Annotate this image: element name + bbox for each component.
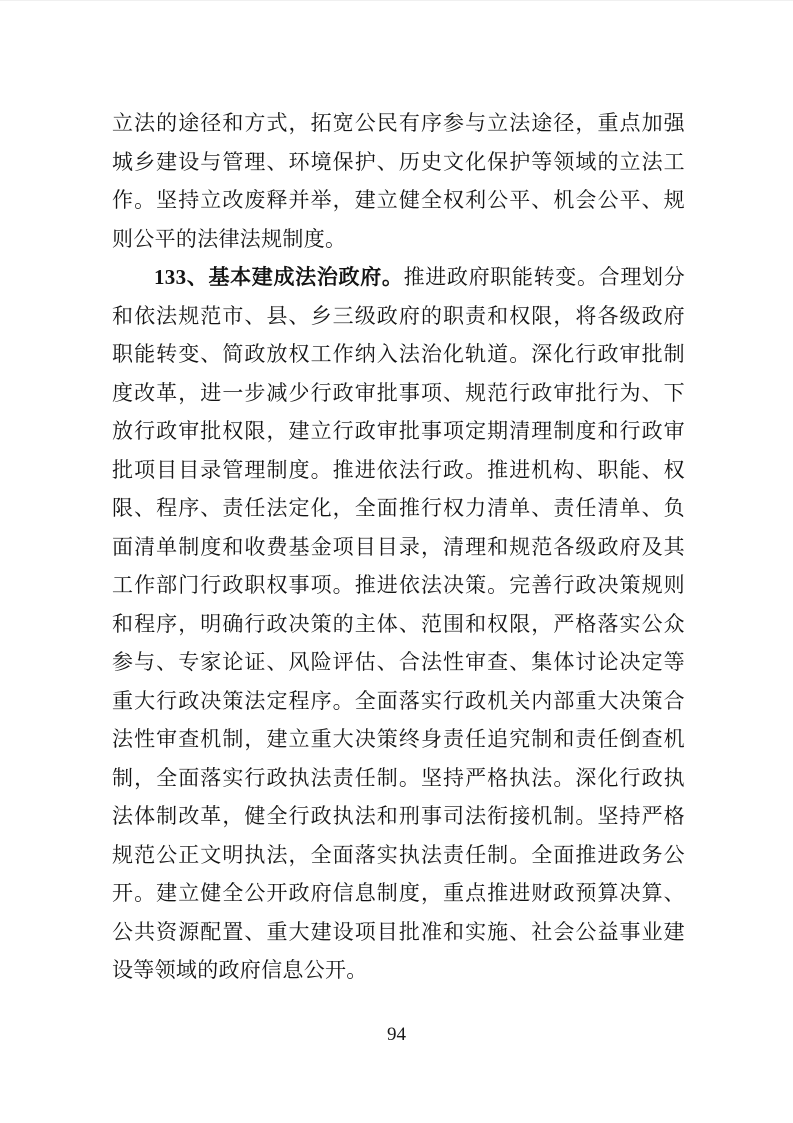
page-number: 94 bbox=[387, 1024, 406, 1045]
paragraph-item-133 bbox=[112, 258, 685, 990]
document-body bbox=[112, 104, 685, 990]
item-133-heading: 133、基本建成法治政府。 bbox=[154, 265, 404, 289]
item-133-body-text: 推进政府职能转变。合理划分和依法规范市、县、乡三级政府的职责和权限，将各级政府职能转变、简政放权工作纳入法治化轨道。深化行政审批制度改革，进一步减少行政审批事项、规范行政审批行为、下放行政审批权限，建立行政审批事项定期清理制度和行政审批项目目录管理制度。推进依法行政。推进机构、职能、权限、程序、责任法定化，全面推行权力清单、责任清单、负面清单制度和收费基金项目目录，清理和规范各级政府及其工作部门行政职权事项。推进依法决策。完善行政决策规则和程序，明确行政决策的主体、范围和权限，严格落实公众参与、专家论证、风险评估、合法性审查、集体讨论决定等重大行政决策法定程序。全面落实行政机关内部重大决策合法性审查机制，建立重大决策终身责任追究制和责任倒查机制，全面落实行政执法责任制。坚持严格执法。深化行政执法体制改革，健全行政执法和刑事司法衔接机制。坚持严格规范公正文明执法，全面落实执法责任制。全面推进政务公开。建立健全公开政府信息制度，重点推进财政预算决算、公共资源配置、重大建设项目批准和实施、社会公益事业建设等领域的政府信息公开。 bbox=[112, 265, 685, 982]
paragraph-continuation: 立法的途径和方式，拓宽公民有序参与立法途径，重点加强城乡建设与管理、环境保护、历史文化保护等领域的立法工作。坚持立改废释并举，建立健全权利公平、机会公平、规则公平的法律法规制度。 bbox=[112, 111, 685, 251]
